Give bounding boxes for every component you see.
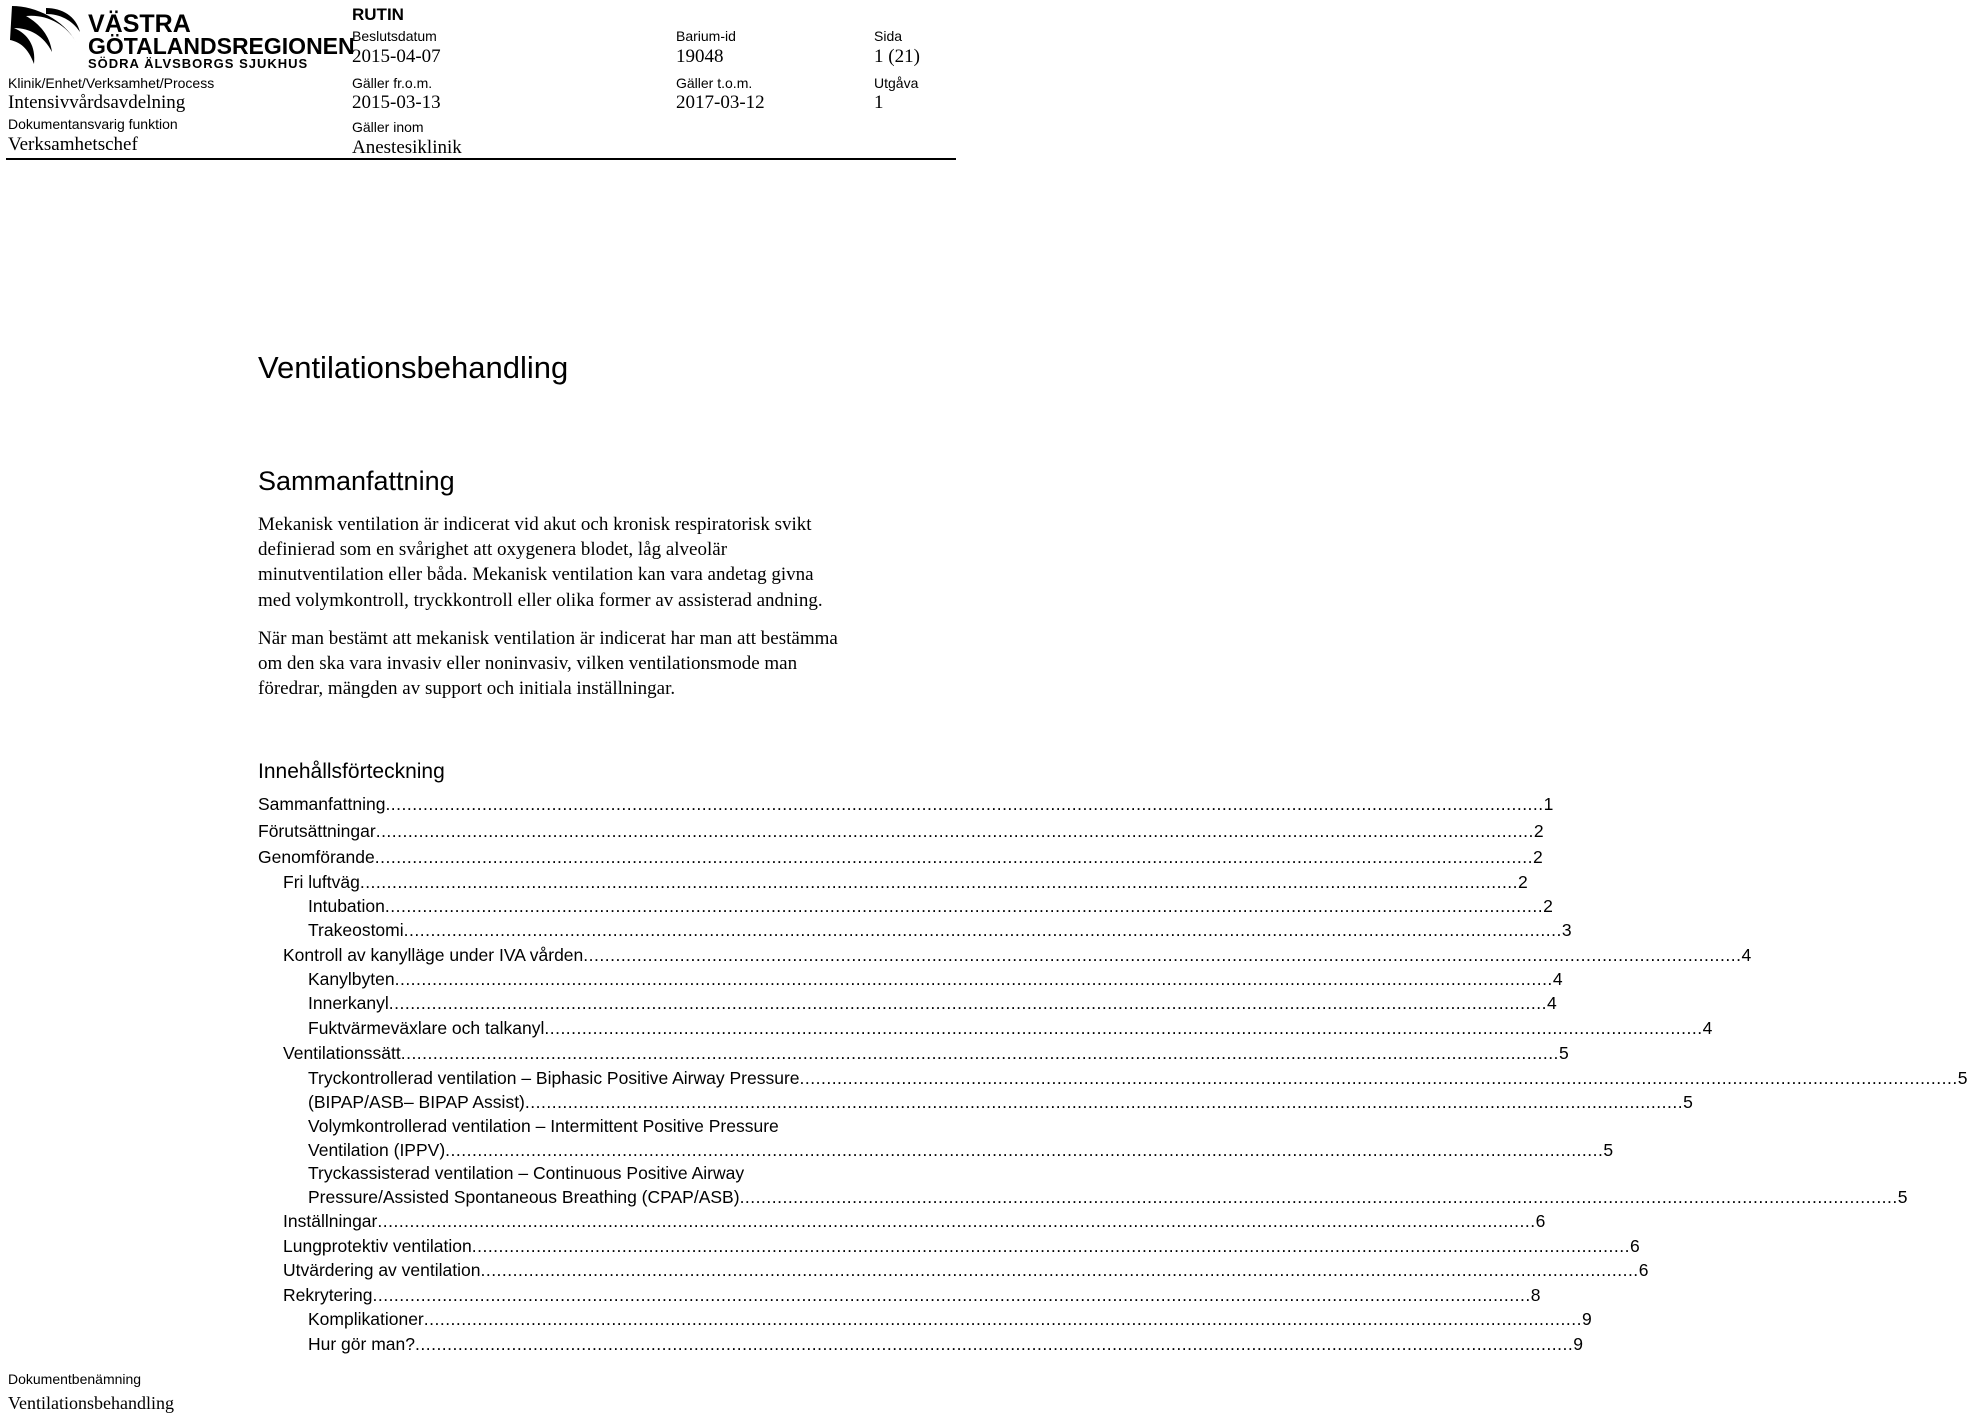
toc-entry-page: 9 <box>1573 1334 1583 1354</box>
toc-entry-page: 6 <box>1629 1236 1640 1256</box>
decided-value: 2015-04-07 <box>352 46 441 67</box>
toc-dot-leader <box>480 1259 1638 1281</box>
summary-p2-line: om den ska vara invasiv eller noninvasiv, vilken ventilationsmode man <box>258 653 798 675</box>
toc-dot-leader <box>375 846 1533 868</box>
toc-dot-leader <box>372 1284 1530 1306</box>
valid-to-value: 2017-03-12 <box>676 92 765 113</box>
summary-p1-line: definierad som en svårighet att oxygenera blodet, låg alveolär <box>258 539 728 561</box>
org-emblem-icon <box>6 2 355 72</box>
toc-dot-leader <box>525 1091 1683 1113</box>
toc-dot-leader <box>360 871 1518 893</box>
toc-dot-leader <box>800 1067 1958 1089</box>
unit-value: Intensivvårdsavdelning <box>8 92 186 113</box>
edition-value: 1 <box>874 92 884 113</box>
toc-dot-leader <box>544 1017 1702 1039</box>
toc-entry-text: Trakeostomi <box>308 920 404 940</box>
toc-entry[interactable] <box>308 968 1563 990</box>
responsible-label: Dokumentansvarig funktion <box>8 116 178 132</box>
toc-entry-text: Genomförande <box>258 847 375 867</box>
toc-entry-page: 2 <box>1532 847 1543 867</box>
toc-entry-page: 1 <box>1543 794 1554 814</box>
toc-entry[interactable] <box>308 1333 1583 1355</box>
toc-entry[interactable] <box>308 1091 1693 1113</box>
toc-entry-text: Komplikationer <box>308 1309 424 1329</box>
toc-entry-text: Ventilationssätt <box>283 1043 401 1063</box>
org-logo <box>6 2 355 72</box>
toc-entry[interactable] <box>258 820 1544 842</box>
doc-name-label: Dokumentbenämning <box>8 1371 142 1387</box>
toc-dot-leader <box>740 1186 1898 1208</box>
toc-entry-page: 4 <box>1741 945 1752 965</box>
toc-entry-page: 5 <box>1683 1092 1693 1112</box>
doc-type: RUTIN <box>352 5 404 24</box>
toc-dot-leader <box>385 895 1543 917</box>
toc-entry[interactable] <box>308 1163 1908 1208</box>
toc-entry-page: 5 <box>1957 1068 1967 1088</box>
toc-dot-leader <box>395 968 1553 990</box>
summary-p1-line: minutventilation eller båda. Mekanisk ventilation kan vara andetag givna <box>258 564 814 586</box>
toc-entry[interactable] <box>308 919 1572 941</box>
toc-dot-leader <box>401 1042 1559 1064</box>
valid-to-label: Gäller t.o.m. <box>676 75 753 91</box>
toc-entry[interactable] <box>258 846 1543 868</box>
doc-name-value: Ventilationsbehandling <box>8 1393 174 1413</box>
page-label: Sida <box>874 28 903 44</box>
summary-p1-line: Mekanisk ventilation är indicerat vid akut och kronisk respiratorisk svikt <box>258 514 812 535</box>
toc-entry[interactable] <box>283 1235 1640 1257</box>
unit-label: Klinik/Enhet/Verksamhet/Process <box>8 75 215 91</box>
toc-dot-leader <box>424 1308 1582 1330</box>
toc-entry-text: Sammanfattning <box>258 794 386 814</box>
toc-entry-page: 2 <box>1543 896 1553 916</box>
toc-entry-text: Tryckontrollerad ventilation – Biphasic Positive Airway Pressure <box>308 1068 800 1088</box>
toc-entry[interactable] <box>308 1308 1592 1330</box>
summary-heading: Sammanfattning <box>258 466 455 496</box>
toc-entry[interactable] <box>308 895 1553 917</box>
summary-paragraph-2 <box>258 626 898 702</box>
toc-entry[interactable] <box>283 1210 1546 1232</box>
toc-entry-text: Lungprotektiv ventilation <box>283 1236 472 1256</box>
toc-entry-text: Fuktvärmeväxlare och talkanyl <box>308 1018 545 1038</box>
toc-entry[interactable] <box>308 1017 1713 1039</box>
toc-entry-text: Utvärdering av ventilation <box>283 1260 481 1280</box>
toc-entry-page: 4 <box>1546 993 1557 1013</box>
toc-entry[interactable] <box>283 944 1752 966</box>
toc-entry-page: 5 <box>1558 1043 1569 1063</box>
valid-from-value: 2015-03-13 <box>352 92 441 113</box>
responsible-value: Verksamhetschef <box>8 134 138 155</box>
scope-value: Anestesiklinik <box>352 137 462 158</box>
toc-entry-page: 8 <box>1530 1285 1541 1305</box>
toc-entry-page: 3 <box>1561 920 1572 940</box>
org-name-line2: GÖTALANDSREGIONEN <box>88 33 355 59</box>
toc-entry-text: Innerkanyl <box>308 993 389 1013</box>
toc-entry-text: Inställningar <box>283 1211 378 1231</box>
barium-label: Barium-id <box>676 28 736 44</box>
summary-p1-line: med volymkontroll, tryckkontroll eller olika former av assisterad andning. <box>258 589 823 611</box>
toc-entry[interactable] <box>308 992 1557 1014</box>
toc-entry-text-line1: Volymkontrollerad ventilation – Intermittent Positive Pressure <box>308 1116 779 1136</box>
toc-entry[interactable] <box>308 1067 1967 1089</box>
toc-entry-text: Förutsättningar <box>258 821 376 841</box>
summary-p2-line: När man bestämt att mekanisk ventilation är indicerat har man att bestämma <box>258 628 838 649</box>
toc-entry-text: Intubation <box>308 896 385 916</box>
toc-entry-page: 4 <box>1552 969 1563 989</box>
toc-entry-page: 4 <box>1702 1018 1713 1038</box>
toc-entry[interactable] <box>308 1116 1614 1161</box>
toc-dot-leader <box>377 1210 1535 1232</box>
toc-entry-page: 6 <box>1638 1260 1649 1280</box>
toc-entry-page: 5 <box>1603 1140 1614 1160</box>
valid-from-label: Gäller fr.o.m. <box>352 75 433 91</box>
scope-label: Gäller inom <box>352 119 424 135</box>
toc-entry-page: 5 <box>1897 1187 1908 1207</box>
org-name-line1: VÄSTRA <box>88 10 191 38</box>
toc-entry-text: Kontroll av kanylläge under IVA vården <box>283 945 584 965</box>
decided-label: Beslutsdatum <box>352 28 437 44</box>
toc-entry-page: 2 <box>1533 821 1544 841</box>
toc-dot-leader <box>389 992 1547 1014</box>
summary-paragraph-1 <box>258 512 898 613</box>
toc-entry-text: Fri luftväg <box>283 872 360 892</box>
toc-entry-text-line1: Tryckassisterad ventilation – Continuous Positive Airway <box>308 1163 745 1183</box>
toc-entry-text: Rekrytering <box>283 1285 373 1305</box>
toc-entry-text: Hur gör man? <box>308 1334 415 1354</box>
page-value: 1 (21) <box>874 46 920 67</box>
toc-entry-page: 2 <box>1518 872 1528 892</box>
toc-dot-leader <box>583 944 1741 966</box>
toc-entry[interactable] <box>283 1259 1649 1281</box>
toc-entry-text: (BIPAP/ASB– BIPAP Assist) <box>308 1092 525 1112</box>
toc-entry-page: 6 <box>1535 1211 1546 1231</box>
toc-dot-leader <box>385 793 1543 815</box>
toc-entry-page: 9 <box>1581 1309 1592 1329</box>
summary-p2-line: föredrar, mängden av support och initiala inställningar. <box>258 678 676 700</box>
toc-entry[interactable] <box>258 793 1554 815</box>
toc-dot-leader <box>415 1333 1573 1355</box>
toc-dot-leader <box>376 820 1534 842</box>
toc-entry[interactable] <box>283 871 1528 893</box>
page-title: Ventilationsbehandling <box>258 350 569 385</box>
toc-entry-text: Pressure/Assisted Spontaneous Breathing (CPAP/ASB) <box>308 1187 740 1207</box>
toc-dot-leader <box>404 919 1562 941</box>
toc-dot-leader <box>472 1235 1630 1257</box>
header-divider <box>6 158 956 160</box>
toc-dot-leader <box>445 1139 1603 1161</box>
barium-value: 19048 <box>676 46 724 67</box>
toc-entry-text: Ventilation (IPPV) <box>308 1140 446 1160</box>
toc-entry[interactable] <box>283 1042 1569 1064</box>
toc-heading: Innehållsförteckning <box>258 760 445 783</box>
toc-entry-text: Kanylbyten <box>308 969 395 989</box>
toc-entry[interactable] <box>283 1284 1541 1306</box>
org-name-line3: SÖDRA ÄLVSBORGS SJUKHUS <box>88 56 309 71</box>
edition-label: Utgåva <box>874 75 919 91</box>
